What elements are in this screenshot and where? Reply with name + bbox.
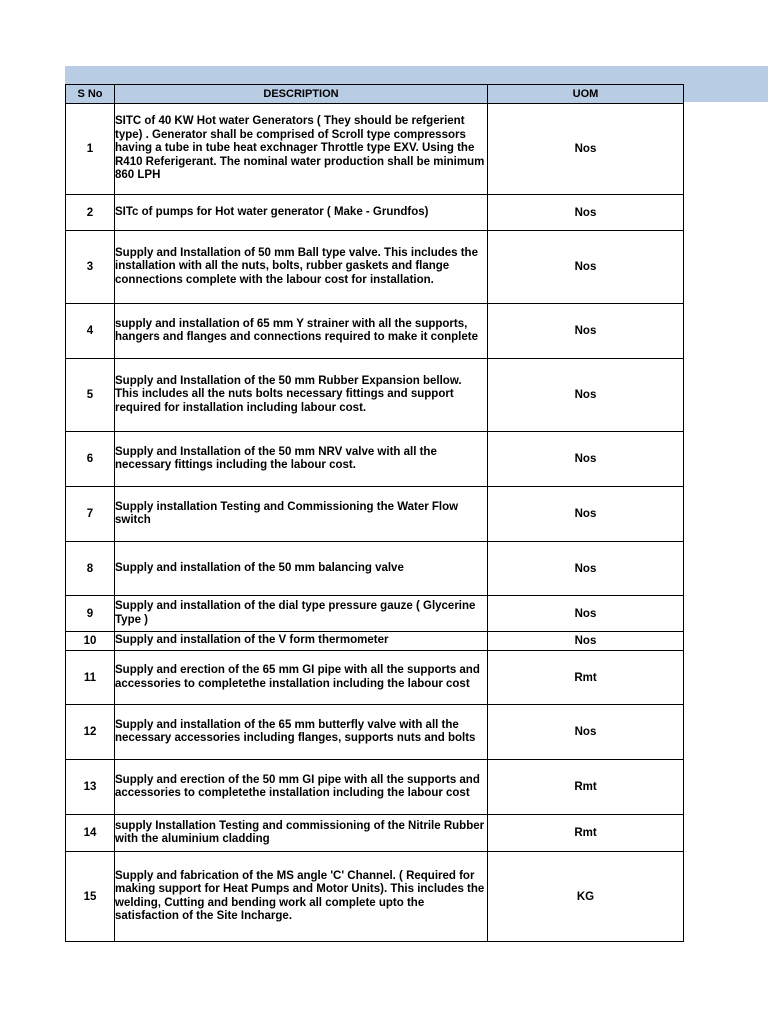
table-row <box>66 487 684 542</box>
row-description: Supply and installation of the dial type pressure gauze ( Glycerine Type ) <box>115 596 488 632</box>
row-uom: Nos <box>488 705 684 760</box>
row-uom: Nos <box>488 304 684 359</box>
column-header-uom: UOM <box>488 85 684 104</box>
row-uom: Nos <box>488 596 684 632</box>
row-uom: Rmt <box>488 760 684 815</box>
row-sno: 9 <box>66 596 115 632</box>
table-row <box>66 104 684 195</box>
table-row <box>66 231 684 304</box>
row-uom: Nos <box>488 632 684 651</box>
table-row <box>66 195 684 231</box>
row-uom: Rmt <box>488 651 684 705</box>
row-sno: 4 <box>66 304 115 359</box>
row-description: SITC of 40 KW Hot water Generators ( They should be refgerient type) . Generator shall be comprised of Scroll type compressors having a tube in tube heat exchnager Throttle type EXV. Using the R410 Referigerant. The nominal water production shall be minimum 860 LPH <box>115 104 488 195</box>
row-uom: Nos <box>488 432 684 487</box>
header-row <box>66 85 684 104</box>
row-sno: 7 <box>66 487 115 542</box>
table-row <box>66 815 684 852</box>
boq-table <box>65 84 684 942</box>
table-row <box>66 596 684 632</box>
row-sno: 6 <box>66 432 115 487</box>
row-sno: 10 <box>66 632 115 651</box>
row-description: Supply and installation of the 50 mm balancing valve <box>115 542 488 596</box>
row-description: Supply and Installation of the 50 mm NRV valve with all the necessary fittings including the labour cost. <box>115 432 488 487</box>
row-description: Supply and fabrication of the MS angle 'C' Channel. ( Required for making support for Heat Pumps and Motor Units). This includes the welding, Cutting and bending work all complete upto the satisfaction of the Site Incharge. <box>115 852 488 942</box>
row-uom: KG <box>488 852 684 942</box>
row-sno: 13 <box>66 760 115 815</box>
row-description: Supply and installation of the V form thermometer <box>115 632 488 651</box>
row-description: SITc of pumps for Hot water generator ( Make - Grundfos) <box>115 195 488 231</box>
table-row <box>66 304 684 359</box>
row-description: Supply and Installation of the 50 mm Rubber Expansion bellow. This includes all the nuts bolts necessary fittings and support required for installation including labour cost. <box>115 359 488 432</box>
row-sno: 5 <box>66 359 115 432</box>
row-sno: 3 <box>66 231 115 304</box>
row-uom: Nos <box>488 359 684 432</box>
row-description: supply Installation Testing and commissioning of the Nitrile Rubber with the aluminium cladding <box>115 815 488 852</box>
row-description: Supply installation Testing and Commissioning the Water Flow switch <box>115 487 488 542</box>
row-description: supply and installation of 65 mm Y strainer with all the supports, hangers and flanges and connections required to make it conplete <box>115 304 488 359</box>
row-description: Supply and erection of the 50 mm GI pipe with all the supports and accessories to completethe installation including the labour cost <box>115 760 488 815</box>
table-row <box>66 651 684 705</box>
row-sno: 8 <box>66 542 115 596</box>
table-row <box>66 705 684 760</box>
row-uom: Nos <box>488 195 684 231</box>
row-sno: 11 <box>66 651 115 705</box>
row-description: Supply and erection of the 65 mm GI pipe with all the supports and accessories to completethe installation including the labour cost <box>115 651 488 705</box>
row-sno: 2 <box>66 195 115 231</box>
table-row <box>66 542 684 596</box>
row-uom: Rmt <box>488 815 684 852</box>
row-sno: 15 <box>66 852 115 942</box>
table-row <box>66 852 684 942</box>
row-uom: Nos <box>488 487 684 542</box>
table-row <box>66 632 684 651</box>
row-sno: 14 <box>66 815 115 852</box>
row-sno: 1 <box>66 104 115 195</box>
row-sno: 12 <box>66 705 115 760</box>
row-uom: Nos <box>488 231 684 304</box>
row-uom: Nos <box>488 104 684 195</box>
column-header-sno: S No <box>66 85 115 104</box>
table-row <box>66 760 684 815</box>
table-row <box>66 432 684 487</box>
row-uom: Nos <box>488 542 684 596</box>
row-description: Supply and installation of the 65 mm butterfly valve with all the necessary accessories including flanges, supports nuts and bolts <box>115 705 488 760</box>
column-header-description: DESCRIPTION <box>115 85 488 104</box>
row-description: Supply and Installation of 50 mm Ball type valve. This includes the installation with all the nuts, bolts, rubber gaskets and flange connections complete with the labour cost for installation. <box>115 231 488 304</box>
table-row <box>66 359 684 432</box>
